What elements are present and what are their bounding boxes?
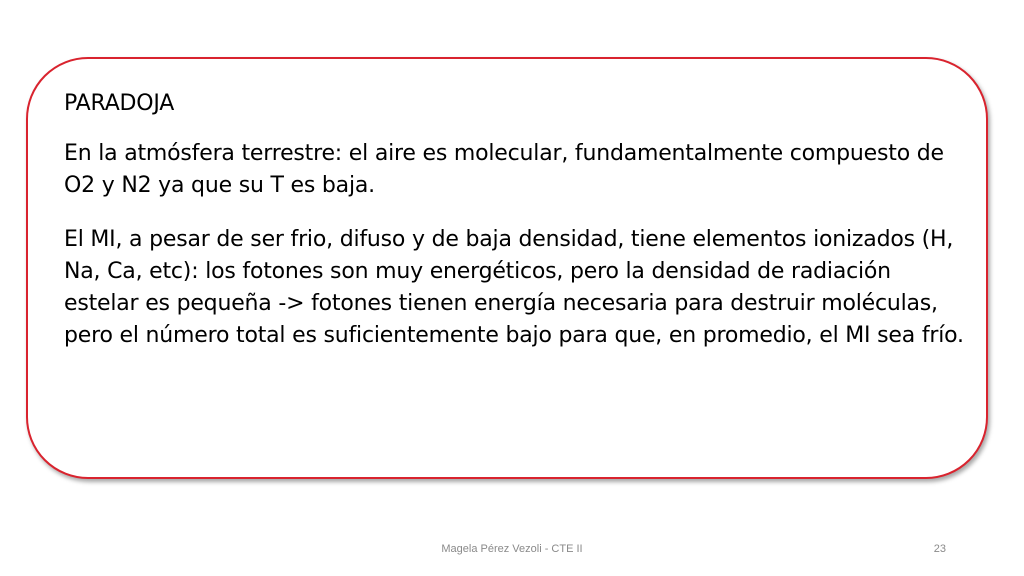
paragraph-atmosphere: En la atmósfera terrestre: el aire es molecular, fundamentalmente compuesto de O2 y N2 ya que su T es baja. xyxy=(64,141,944,198)
footer-text: Magela Pérez Vezoli - CTE II xyxy=(441,543,583,555)
slide-content xyxy=(64,88,964,374)
page-number: 23 xyxy=(933,543,946,555)
paragraph-interstellar-medium: El MI, a pesar de ser frio, difuso y de baja densidad, tiene elementos ionizados (H, Na, Ca, etc): los fotones son muy energéticos, pero la densidad de radiación estelar es pequeña -> fotones tienen energía necesaria para destruir moléculas, pero el número total es suficientemente bajo para que, en promedio, el MI sea frío. xyxy=(64,227,964,348)
slide-heading: PARADOJA xyxy=(64,91,175,116)
